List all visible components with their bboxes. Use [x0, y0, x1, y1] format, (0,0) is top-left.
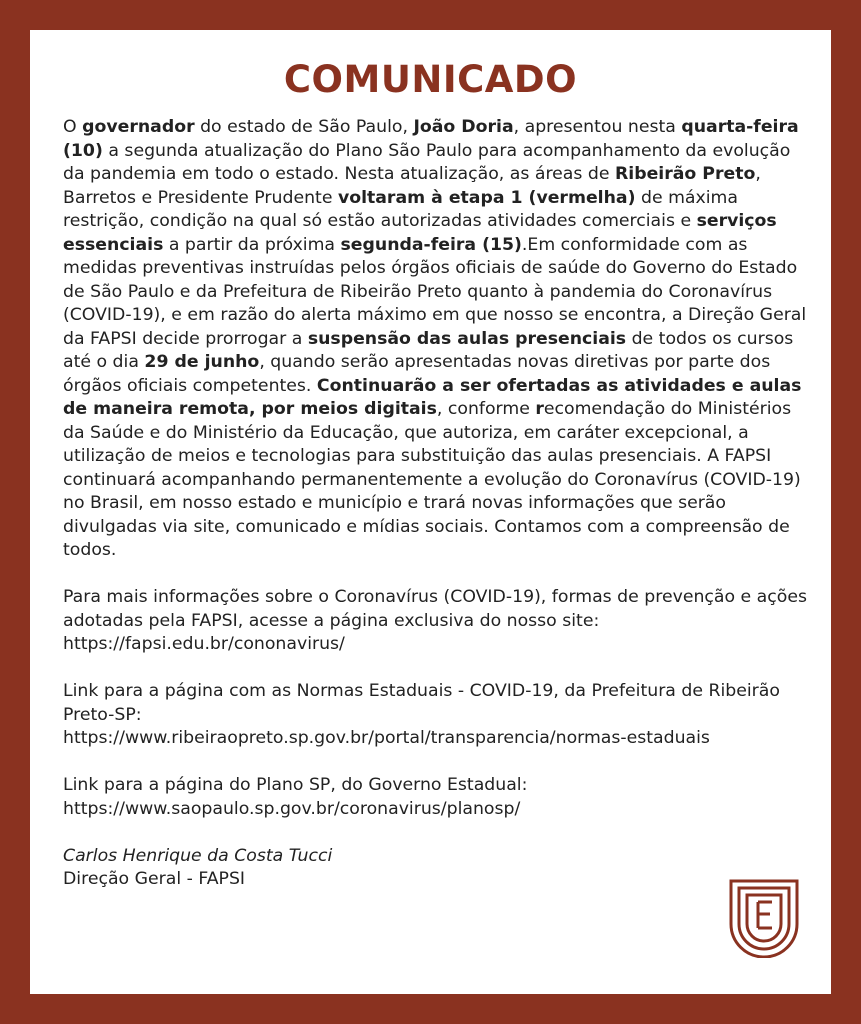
- body-text: , conforme: [436, 399, 536, 419]
- notice-card: [30, 30, 831, 994]
- body-text: de máxima restrição, condição na qual só estão autorizadas atividades comerciais e: [63, 187, 738, 231]
- body-text: , Barretos e Presidente Prudente: [63, 164, 761, 208]
- body-text: a segunda atualização do Plano São Paulo para acompanhamento da evolução da pandemia em todo o estado. Nesta atualização, as áreas de: [63, 140, 791, 184]
- body-text: do estado de São Paulo,: [194, 117, 414, 137]
- main-paragraph: [63, 116, 813, 563]
- body-text: a partir da próxima: [163, 234, 341, 255]
- emphasis-text: suspensão das aulas presenciais: [307, 328, 627, 349]
- body-text: ecomendação do Ministérios da Saúde e do Ministério da Educação, que autoriza, em caráter excepcional, a utilização de meios e tecnologias para substituição das aulas presenciais. A FAPSI continuará acompanhando permanentemente a evolução do Coronavírus (COVID-19) no Brasil, em nosso estado e município e trará novas informações que serão divulgadas via site, comunicado e mídias sociais. Contamos com a compreensão de todos.: [63, 399, 801, 560]
- normas-link-block: [63, 680, 813, 751]
- signature-role: Direção Geral - FAPSI: [63, 869, 246, 889]
- notice-body: [63, 116, 813, 892]
- emphasis-text: Ribeirão Preto: [614, 164, 756, 184]
- body-text: , quando serão apresentadas novas diretivas por parte dos órgãos oficiais competentes.: [63, 352, 771, 396]
- emphasis-text: governador: [82, 117, 195, 137]
- body-text: .Em conformidade com as medidas preventivas instruídas pelos órgãos oficiais de saúde do Governo do Estado de São Paulo e da Prefeitura de Ribeirão Preto quanto à pandemia do Coronavírus (COVID-19), e em razão do alerta máximo em que nosso se encontra, a Direção Geral da FAPSI decide prorrogar a: [63, 234, 807, 349]
- emphasis-text: Continuarão a ser ofertadas as atividades e aulas de maneira remota, por meios digitais: [63, 375, 802, 419]
- normas-link-url[interactable]: https://www.ribeiraopreto.sp.gov.br/portal/transparencia/normas-estaduais: [63, 728, 710, 748]
- plano-link-block: [63, 774, 813, 821]
- emphasis-text: serviços essenciais: [63, 211, 777, 255]
- body-text: de todos os cursos até o dia: [63, 328, 794, 372]
- info-paragraph: Para mais informações sobre o Coronavírus (COVID-19), formas de prevenção e ações adotadas pela FAPSI, acesse a página exclusiva do nosso site: https://fapsi.edu.br/cononavirus/: [63, 587, 807, 654]
- emphasis-text: voltaram à etapa 1 (vermelha): [337, 187, 636, 208]
- emphasis-text: r: [535, 399, 544, 419]
- emphasis-text: João Doria: [413, 117, 514, 137]
- body-text: O: [63, 117, 83, 137]
- fapsi-logo-icon: [728, 878, 800, 958]
- page-title: COMUNICADO: [283, 58, 578, 101]
- emphasis-text: quarta-feira (10): [63, 117, 799, 161]
- emphasis-text: segunda-feira (15): [340, 234, 522, 255]
- plano-link-url[interactable]: https://www.saopaulo.sp.gov.br/coronavirus/planosp/: [63, 798, 521, 819]
- emphasis-text: 29 de junho: [144, 352, 260, 372]
- plano-link-label: Link para a página do Plano SP, do Governo Estadual:: [63, 775, 528, 795]
- signature-name: Carlos Henrique da Costa Tucci: [63, 845, 333, 866]
- body-text: , apresentou nesta: [513, 117, 682, 137]
- normas-link-label: Link para a página com as Normas Estaduais - COVID-19, da Prefeitura de Ribeirão Preto-SP:: [63, 681, 780, 725]
